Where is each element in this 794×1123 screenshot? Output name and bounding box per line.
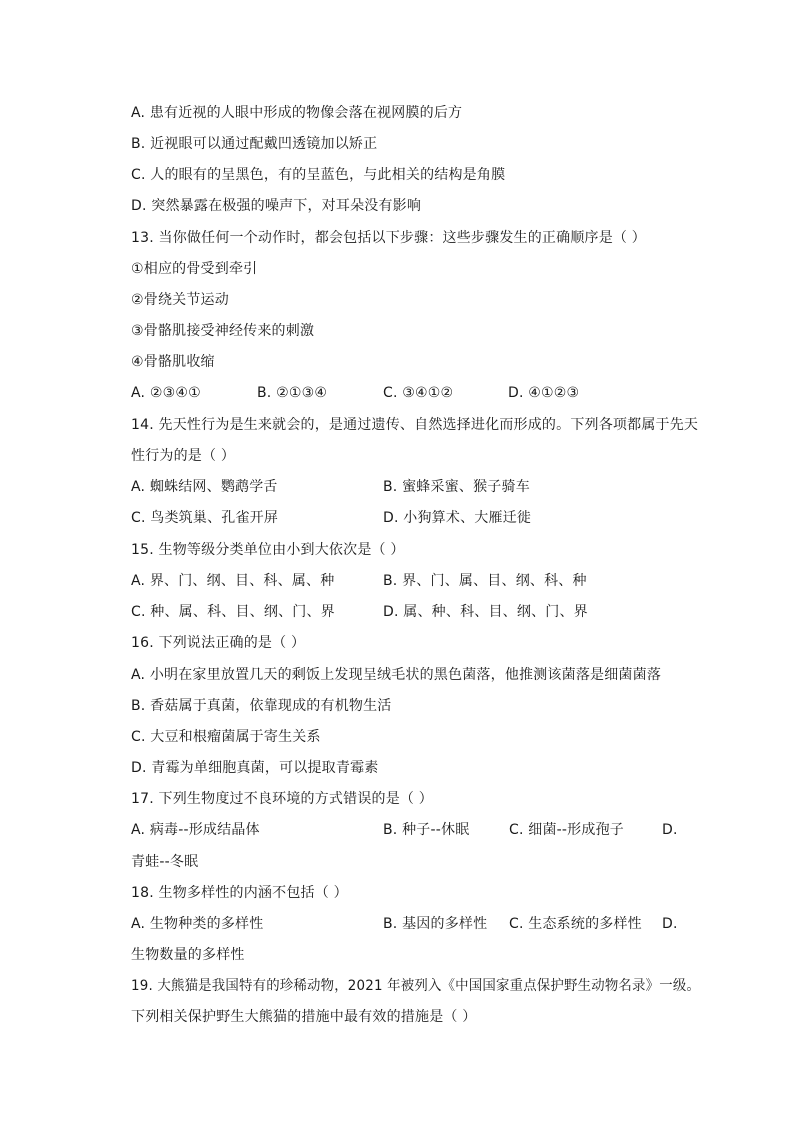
q13-step-2: ②骨绕关节运动 [131,292,229,308]
q18-option-d-cont: 生物数量的多样性 [131,947,245,963]
q15-option-b: B. 界、门、属、目、纲、科、种 [383,573,587,589]
q13-option-b: B. ②①③④ [257,385,328,401]
q13-option-c: C. ③④①② [383,385,454,401]
q13-option-a: A. ②③④① [131,385,201,401]
question-19: 19. 大熊猫是我国特有的珍稀动物，2021 年被列入《中国国家重点保护野生动物名录》一级。 [131,978,701,994]
question-13: 13. 当你做任何一个动作时，都会包括以下步骤：这些步骤发生的正确顺序是（ ） [131,230,646,246]
q17-option-d: D. [662,822,678,838]
q18-option-c: C. 生态系统的多样性 [509,916,642,932]
q13-option-d: D. ④①②③ [508,385,580,401]
q13-step-4: ④骨骼肌收缩 [131,354,215,370]
q16-option-a: A. 小明在家里放置几天的剩饭上发现呈绒毛状的黑色菌落，他推测该菌落是细菌菌落 [131,667,662,683]
q15-option-a: A. 界、门、纲、目、科、属、种 [131,573,335,589]
q18-option-b: B. 基因的多样性 [383,916,488,932]
q15-option-c: C. 种、属、科、目、纲、门、界 [131,604,335,620]
q12-option-b: B. 近视眼可以通过配戴凹透镜加以矫正 [131,136,378,152]
q17-option-b: B. 种子--休眠 [383,822,470,838]
question-14-cont: 性行为的是（ ） [131,448,236,464]
q16-option-c: C. 大豆和根瘤菌属于寄生关系 [131,729,321,745]
q17-option-d-cont: 青蛙--冬眠 [131,854,199,870]
q12-option-a: A. 患有近视的人眼中形成的物像会落在视网膜的后方 [131,105,463,121]
question-17: 17. 下列生物度过不良环境的方式错误的是（ ） [131,791,433,807]
q13-step-1: ①相应的骨受到牵引 [131,261,258,277]
q12-option-c: C. 人的眼有的呈黑色，有的呈蓝色，与此相关的结构是角膜 [131,167,506,183]
q16-option-b: B. 香菇属于真菌，依靠现成的有机物生活 [131,698,392,714]
q17-option-c: C. 细菌--形成孢子 [509,822,624,838]
q17-option-a: A. 病毒--形成结晶体 [131,822,260,838]
q14-option-b: B. 蜜蜂采蜜、猴子骑车 [383,479,530,495]
question-16: 16. 下列说法正确的是（ ） [131,635,306,651]
question-18: 18. 生物多样性的内涵不包括（ ） [131,885,348,901]
q18-option-a: A. 生物种类的多样性 [131,916,264,932]
q15-option-d: D. 属、种、科、目、纲、门、界 [383,604,588,620]
q18-option-d: D. [662,916,678,932]
q14-option-c: C. 鸟类筑巢、孔雀开屏 [131,510,279,526]
q12-option-d: D. 突然暴露在极强的噪声下，对耳朵没有影响 [131,198,422,214]
q16-option-d: D. 青霉为单细胞真菌，可以提取青霉素 [131,760,379,776]
q14-option-d: D. 小狗算术、大雁迁徙 [383,510,532,526]
question-14: 14. 先天性行为是生来就会的，是通过遗传、自然选择进化而形成的。下列各项都属于先天 [131,417,699,433]
q14-option-a: A. 蜘蛛结网、鹦鹉学舌 [131,479,278,495]
question-19-cont: 下列相关保护野生大熊猫的措施中最有效的措施是（ ） [131,1009,477,1025]
question-15: 15. 生物等级分类单位由小到大依次是（ ） [131,542,405,558]
q13-step-3: ③骨骼肌接受神经传来的刺激 [131,323,315,339]
